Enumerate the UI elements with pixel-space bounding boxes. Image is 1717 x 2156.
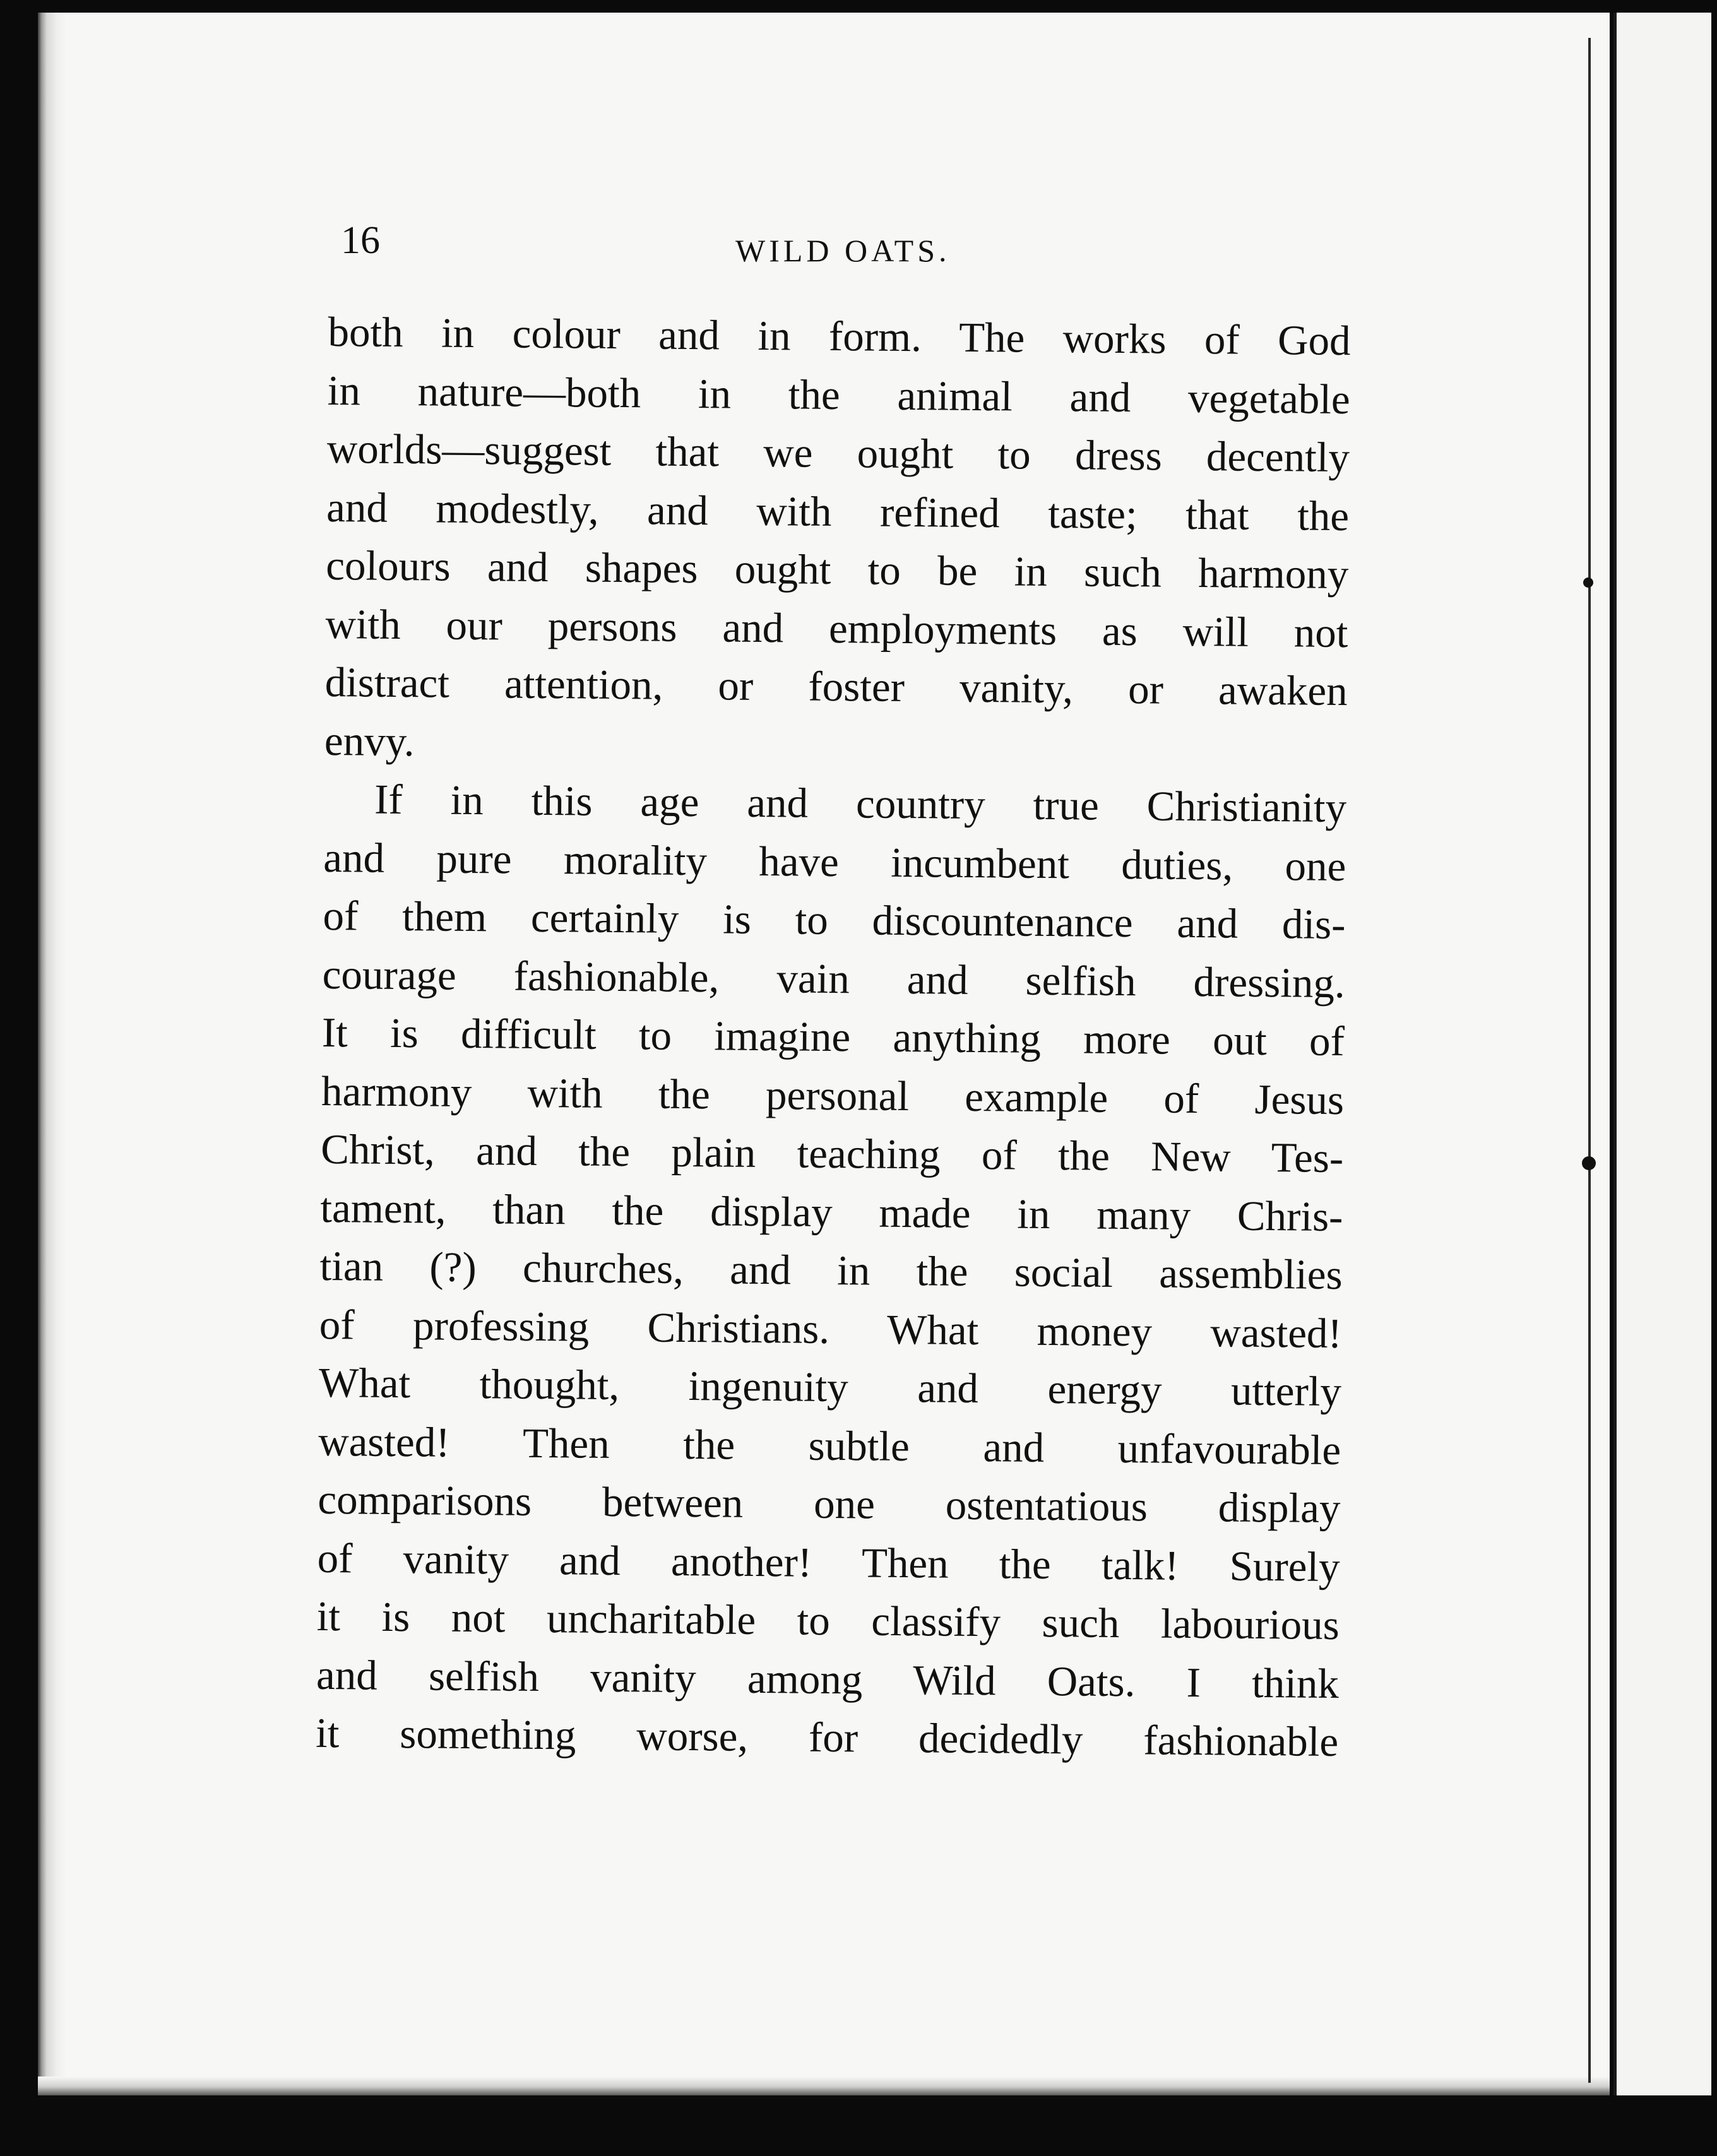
facing-page-edge	[1613, 13, 1711, 2095]
text-line: Christ, and the plain teaching of the New Tes-	[320, 1125, 1344, 1182]
page-number: 16	[341, 219, 380, 262]
text-line: it is not uncharitable to classify such labourious	[316, 1592, 1340, 1649]
paragraph-first-line: If in this age and country true Christianity	[374, 776, 1347, 832]
text-line: and modestly, and with refined taste; that the	[326, 483, 1350, 540]
text-line: tament, than the display made in many Chris-	[320, 1184, 1343, 1240]
binding-stitch-mark	[1583, 578, 1593, 588]
text-line: it something worse, for decidedly fashionable	[315, 1709, 1339, 1766]
binding-gutter-line	[1588, 38, 1591, 2083]
binding-stitch-mark	[1582, 1156, 1596, 1170]
text-line: with our persons and employments as will not	[325, 600, 1348, 656]
text-line: and pure morality have incumbent duties, one	[323, 834, 1346, 890]
text-line: of them certainly is to discountenance and dis-	[323, 892, 1346, 949]
text-line: It is difficult to imagine anything more out of	[321, 1009, 1345, 1065]
text-line: distract attention, or foster vanity, or awaken	[324, 658, 1348, 715]
text-line: What thought, ingenuity and energy utterly	[318, 1359, 1342, 1416]
text-line: comparisons between one ostentatious display	[318, 1476, 1341, 1532]
text-line: harmony with the personal example of Jesus	[321, 1067, 1345, 1123]
text-line: envy.	[324, 717, 415, 765]
text-line: colours and shapes ought to be in such harmony	[326, 542, 1349, 598]
text-line: worlds—suggest that we ought to dress decently	[326, 425, 1350, 482]
text-line: of vanity and another! Then the talk! Surely	[317, 1534, 1340, 1590]
text-line: of professing Christians. What money wasted!	[319, 1301, 1343, 1357]
page-edge-left	[38, 13, 67, 2095]
text-line: both in colour and in form. The works of God	[328, 308, 1351, 365]
text-line: courage fashionable, vain and selfish dressing.	[322, 951, 1345, 1007]
body-text	[316, 303, 1351, 1772]
text-line: in nature—both in the animal and vegetable	[327, 367, 1351, 423]
page-edge-bottom	[38, 2076, 1610, 2095]
text-line: wasted! Then the subtle and unfavourable	[318, 1418, 1341, 1474]
text-line: and selfish vanity among Wild Oats. I think	[316, 1651, 1340, 1707]
text-line: tian (?) churches, and in the social assemblies	[319, 1242, 1343, 1299]
running-title: WILD OATS.	[735, 233, 951, 268]
